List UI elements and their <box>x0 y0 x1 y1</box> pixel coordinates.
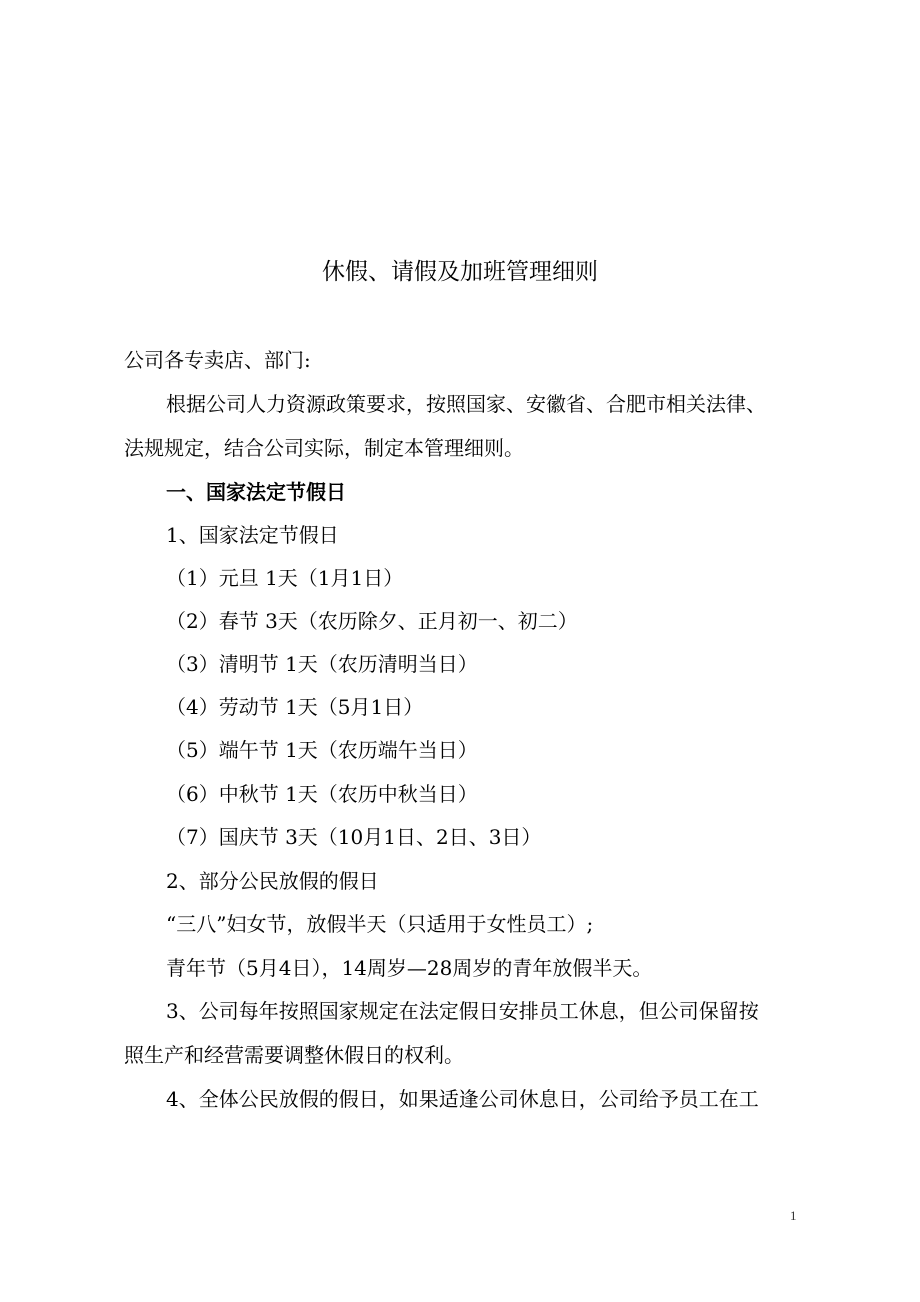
holiday-item: （5）端午节 1天（农历端午当日） <box>166 738 478 762</box>
item-4-line-1: 4、全体公民放假的假日，如果适逢公司休息日，公司给予员工在工 <box>166 1087 759 1111</box>
holiday-item: （1）元旦 1天（1月1日） <box>166 566 404 590</box>
salutation: 公司各专卖店、部门: <box>124 348 311 372</box>
item-2-line-1: “三八”妇女节，放假半天（只适用于女性员工）; <box>166 912 594 936</box>
item-2-line-2: 青年节（5月4日），14周岁—28周岁的青年放假半天。 <box>166 956 653 980</box>
holiday-item: （2）春节 3天（农历除夕、正月初一、初二） <box>166 609 578 633</box>
holiday-item: （4）劳动节 1天（5月1日） <box>166 695 424 719</box>
item-3-line-2: 照生产和经营需要调整休假日的权利。 <box>124 1043 464 1067</box>
holiday-item: （7）国庆节 3天（10月1日、2日、3日） <box>166 825 542 849</box>
holiday-item: （6）中秋节 1天（农历中秋当日） <box>166 782 478 806</box>
section-heading: 一、国家法定节假日 <box>166 480 346 504</box>
item-1-heading: 1、国家法定节假日 <box>166 523 339 547</box>
intro-line-2: 法规规定，结合公司实际，制定本管理细则。 <box>124 436 524 460</box>
item-2-heading: 2、部分公民放假的假日 <box>166 869 379 893</box>
item-3-line-1: 3、公司每年按照国家规定在法定假日安排员工休息，但公司保留按 <box>166 999 759 1023</box>
page-number: 1 <box>790 1208 797 1223</box>
document-title: 休假、请假及加班管理细则 <box>322 259 598 285</box>
intro-line-1: 根据公司人力资源政策要求，按照国家、安徽省、合肥市相关法律、 <box>166 392 766 416</box>
holiday-item: （3）清明节 1天（农历清明当日） <box>166 652 478 676</box>
